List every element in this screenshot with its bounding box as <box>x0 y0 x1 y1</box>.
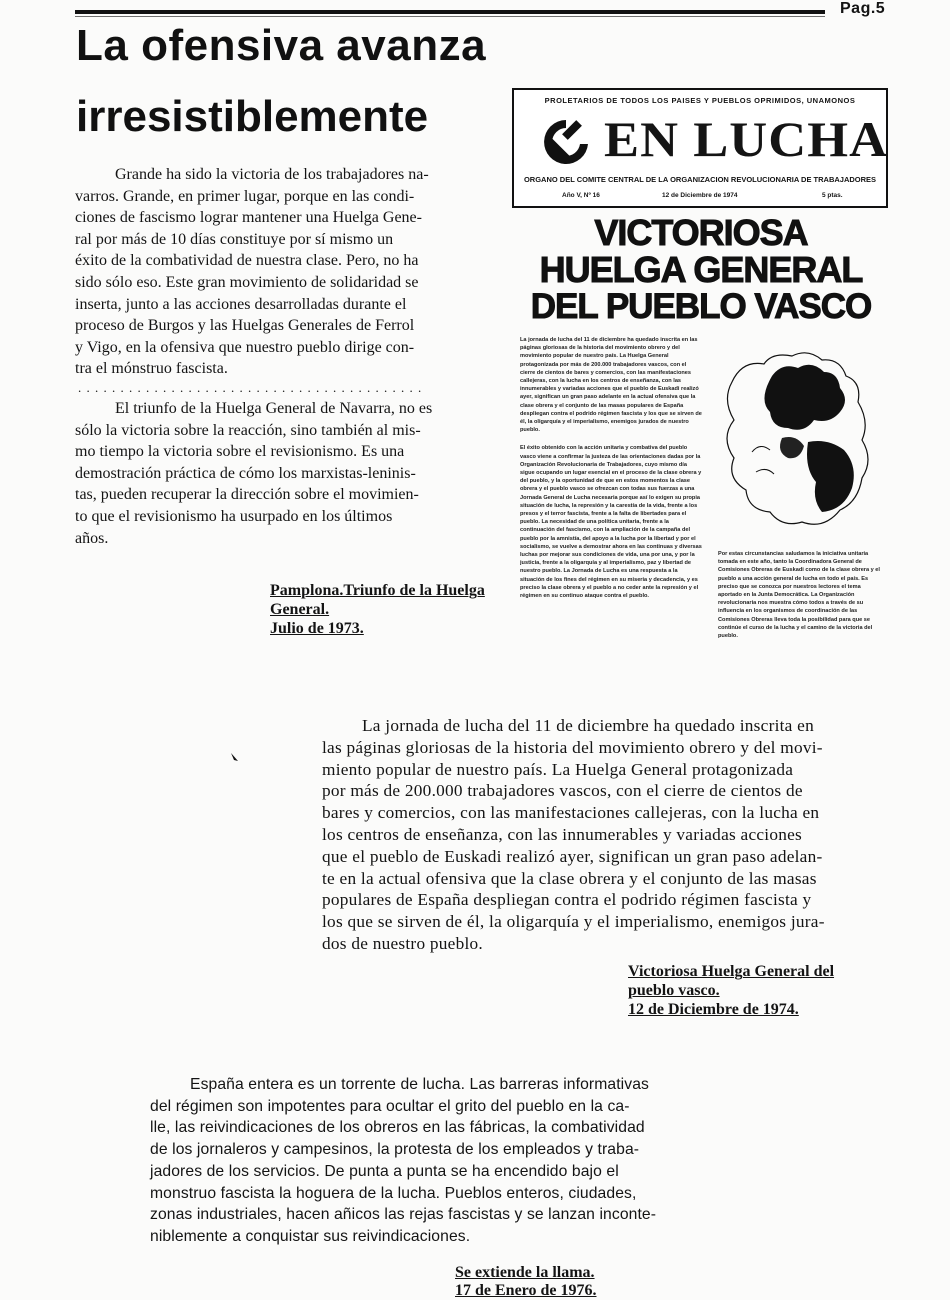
vasco-paragraph <box>322 715 846 955</box>
top-rule-thin <box>75 16 825 17</box>
text-line: por más de 200.000 trabajadores vascos, con el cierre de cientos de <box>322 781 803 801</box>
clipping-headline-3: DEL PUEBLO VASCO <box>530 287 872 326</box>
text-line: proceso de Burgos y las Huelgas Generales de Ferrol <box>75 317 415 335</box>
clipping-paragraph: Por estas circunstancias saludamos la iniciativa unitaria tomada en este año, tanto la Coordinadora General de Comisiones Obreras de Euskadi como de la clase obrera y el pueblo a una acción general de lucha en todo el país. Es preciso que se conozca por nuestros lectores el tema aportado en la Junta Democrática. La Organización revolucionaria nos muestra cómo todos a través de su influencia en los organismos de coordinación de las Comisiones Obreras lleva toda la posibilidad para que se continúe el curso de la lucha y el camino de la victoria del pueblo. <box>718 551 880 640</box>
fist-map-illustration <box>712 342 882 532</box>
issue-number: Año V, Nº 16 <box>562 192 600 199</box>
signature-line: Julio de 1973. <box>270 620 364 637</box>
text-line: tra el mónstruo fascista. <box>75 360 228 378</box>
text-line: bares y comercios, con las manifestaciones callejeras, con la lucha en <box>322 803 820 823</box>
clipping-paragraph: La jornada de lucha del 11 de diciembre ha quedado inscrita en las páginas gloriosas de la historia del movimiento obrero y del movimiento popular de nuestro país. La Huelga General protagonizada por más de 200.000 trabajadores vascos, con el cierre de cientos de bares y comercios, con las manifestaciones callejeras, con la lucha en los centros de enseñanza, con las innumerables y variadas acciones que el pueblo de Euskadi realizó ayer, significan un gran paso adelante en la actual ofensiva que la clase obrera y el conjunto de las masas populares de España despliegan contra el podrido régimen fascista y los que se sirven de él, la oligarquía y el imperialismo, enemigos jurados de nuestro pueblo. <box>520 337 702 434</box>
text-line: La jornada de lucha del 11 de diciembre ha quedado inscrita en <box>362 716 814 735</box>
issue-price: 5 ptas. <box>822 192 843 199</box>
text-line: éxito de la combatividad de nuestra clase. Pero, no ha <box>75 252 419 270</box>
text-line: ral por más de 10 días constituye por sí mismo un <box>75 230 394 248</box>
text-line: del régimen son impotentes para ocultar el grito del pueblo en la ca- <box>150 1097 630 1115</box>
text-line: jadores de los servicios. De punta a punta se ha encendido bajo el <box>150 1162 619 1180</box>
signature-line: 12 de Diciembre de 1974. <box>628 1001 799 1018</box>
text-line: las páginas gloriosas de la historia del movimiento obrero y del movi- <box>322 737 823 757</box>
masthead-title: EN LUCHA <box>604 111 889 167</box>
text-line: lle, las reivindicaciones de los obreros en las fábricas, la combatividad <box>150 1119 645 1137</box>
signature-vasco <box>628 962 834 1019</box>
text-line: España entera es un torrente de lucha. Las barreras informativas <box>190 1076 649 1093</box>
text-line: años. <box>75 529 109 547</box>
stray-mark-icon <box>230 752 240 764</box>
text-line: sólo la victoria sobre la reacción, sino también al mis- <box>75 421 421 439</box>
signature-line: 17 de Enero de 1976. <box>455 1282 597 1299</box>
text-line: niblemente a conquistar sus reivindicaciones. <box>150 1227 471 1245</box>
clipping-column-2 <box>718 550 886 642</box>
masthead-subtitle: ORGANO DEL COMITE CENTRAL DE LA ORGANIZACION REVOLUCIONARIA DE TRABAJADORES <box>523 175 877 184</box>
espana-paragraph <box>150 1074 680 1248</box>
hammer-sickle-icon <box>536 114 596 172</box>
text-line: miento popular de nuestro país. La Huelga General protagonizada <box>322 759 794 779</box>
text-line: inserta, junto a las acciones desarrolladas durante el <box>75 295 407 313</box>
signature-line: Se extiende la llama. <box>455 1264 595 1281</box>
headline-line-1: La ofensiva avanza <box>76 21 487 70</box>
page-number: Pag.5 <box>840 0 886 17</box>
text-line: Grande ha sido la victoria de los trabajadores na- <box>115 166 429 183</box>
signature-line: General. <box>270 601 330 618</box>
headline-line-2: irresistiblemente <box>76 92 429 141</box>
signature-line: Victoriosa Huelga General del <box>628 963 835 980</box>
top-rule <box>75 10 825 14</box>
issue-date: 12 de Diciembre de 1974 <box>662 192 738 199</box>
signature-line: pueblo vasco. <box>628 982 720 999</box>
clipping-headline-2: HUELGA GENERAL <box>539 249 863 290</box>
clipping-headline-1: VICTORIOSA <box>594 212 808 253</box>
text-line: demostración práctica de cómo los marxistas-leninis- <box>75 464 416 482</box>
clipping-paragraph: El éxito obtenido con la acción unitaria y combativa del pueblo vasco viene a confirmar la justeza de las orientaciones dadas por la Organización Revolucionaria de Trabajadores, cuyo mismo día sigue ocupando un lugar esencial en el proceso de la clase obrera y del pueblo, y la oportunidad de que en estos momentos la clase obrera y el pueblo vasco se ofrezcan con todas sus fuerzas a una Jornada General de Lucha necesaria porque así lo exigen su propia situación de lucha, la represión y la carestía de la vida, frente a los presos y el terror fascista, frente a la falta de libertades para el pueblo. La necesidad de una política unitaria, frente a la continuación del fascismo, con la ampliación de la campaña del pueblo por la amnistía, del apoyo a la lucha por la libertad y por el socialismo, se vuelve a demostrar ahora en las continuas y diversas luchas por mejorar sus condiciones de vida, una por una, y por la justicia, frente a la oligarquía y al imperialismo, paz y libertad de nuestro pueblo. La Jornada de Lucha es una respuesta a la situación de los fines del régimen en su miseria y decadencia, y es preciso la clase obrera y el pueblo a no ceder ante la represión y el régimen en su continuo ataque contra el pueblo. <box>520 445 702 600</box>
masthead-slogan: PROLETARIOS DE TODOS LOS PAISES Y PUEBLOS OPRIMIDOS, UNAMONOS <box>544 96 856 105</box>
text-line: los centros de enseñanza, con las innumerables y variadas acciones <box>322 824 803 844</box>
text-line: los que se sirven de él, la oligarquía y el imperialismo, enemigos jura- <box>322 912 825 932</box>
signature-espana <box>455 1264 596 1300</box>
text-line: dos de nuestro pueblo. <box>322 933 484 953</box>
text-line: te en la actual ofensiva que la clase obrera y el conjunto de las masas <box>322 868 817 888</box>
intro-paragraph-1 <box>75 164 481 380</box>
text-line: ciones de fascismo lograr mantener una Huelga Gene- <box>75 209 422 227</box>
text-line: tas, pueden recuperar la dirección sobre el movimien- <box>75 486 419 504</box>
dotted-separator: . . . . . . . . . . . . . . . . . . . . . . . . . . . . . . . . . . . . . . . . . <box>78 380 423 395</box>
text-line: y Vigo, en la ofensiva que nuestro pueblo dirige con- <box>75 338 415 356</box>
text-line: populares de España despliegan contra el podrido régimen fascista y <box>322 890 812 910</box>
intro-paragraph-2 <box>75 398 485 549</box>
clipping-column-1 <box>520 336 702 642</box>
text-line: monstruo fascista la hoguera de la lucha. Pueblos enteros, ciudades, <box>150 1184 637 1202</box>
signature-line: Pamplona.Triunfo de la Huelga <box>270 582 485 599</box>
text-line: zonas industriales, hacen añicos las rejas fascistas y se lanzan inconte- <box>150 1206 657 1224</box>
signature-pamplona <box>270 581 485 638</box>
text-line: de los jornaleros y campesinos, la protesta de los empleados y traba- <box>150 1141 640 1159</box>
text-line: varros. Grande, en primer lugar, porque en las condi- <box>75 187 415 205</box>
text-line: mo tiempo la victoria sobre el revisionismo. Es una <box>75 443 405 461</box>
text-line: El triunfo de la Huelga General de Navarra, no es <box>115 400 433 417</box>
newspaper-clipping <box>512 88 890 648</box>
text-line: to que el revisionismo ha usurpado en los últimos <box>75 507 393 525</box>
text-line: sido sólo eso. Este gran movimiento de solidaridad se <box>75 273 419 291</box>
text-line: que el pueblo de Euskadi realizó ayer, significan un gran paso adelan- <box>322 846 823 866</box>
masthead <box>512 88 888 208</box>
